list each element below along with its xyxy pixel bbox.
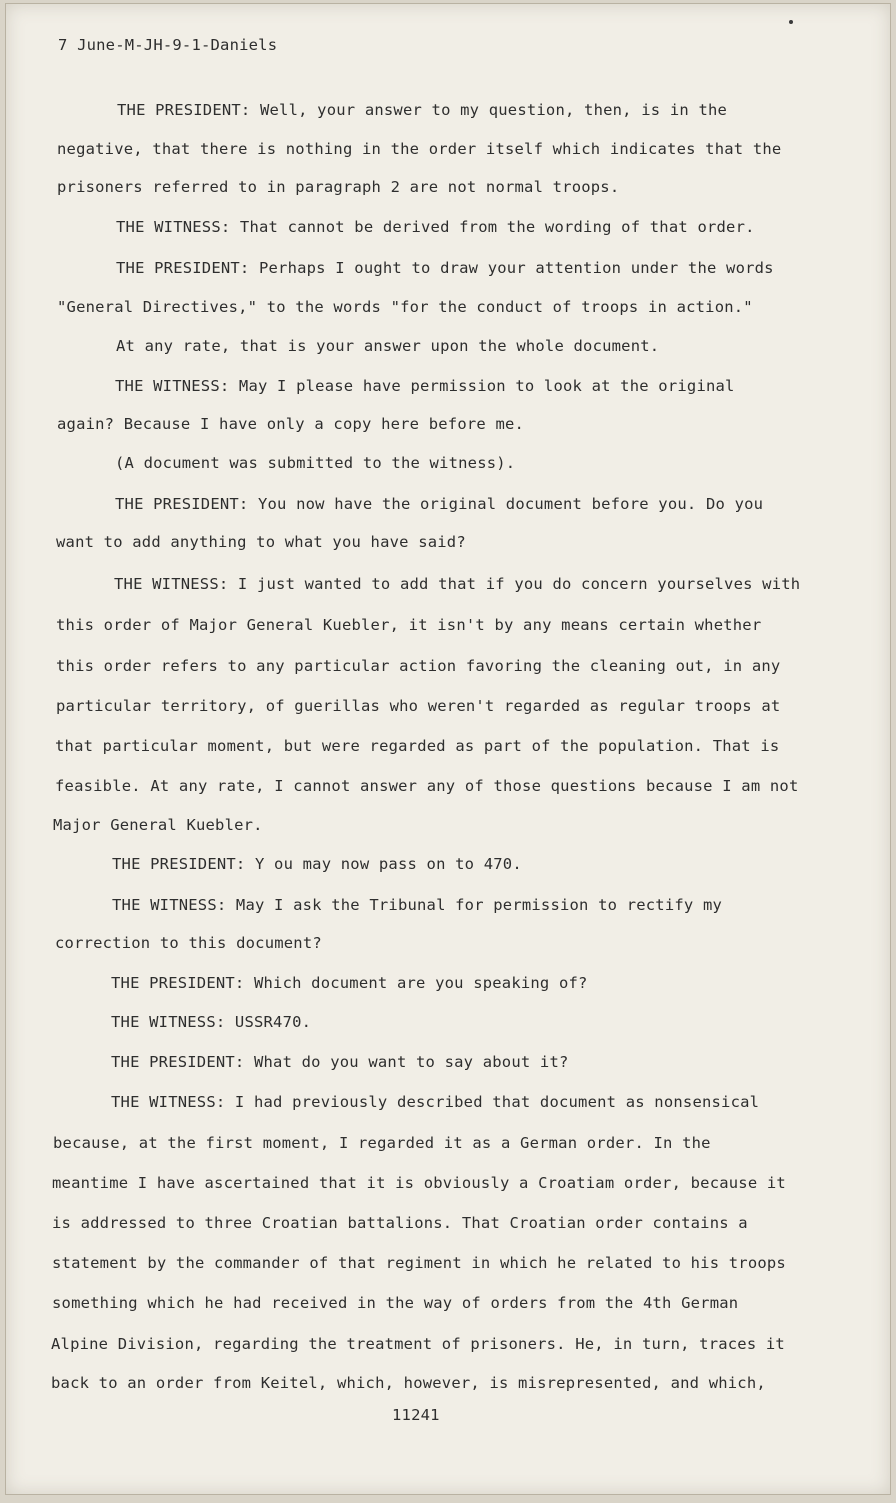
transcript-line: THE WITNESS: I just wanted to add that if you do concern yourselves with	[114, 575, 801, 593]
transcript-page	[5, 3, 891, 1495]
transcript-line: THE PRESIDENT: Y ou may now pass on to 470.	[112, 855, 522, 873]
transcript-line: prisoners referred to in paragraph 2 are not normal troops.	[57, 178, 620, 196]
transcript-line: feasible. At any rate, I cannot answer any of those questions because I am not	[55, 777, 799, 795]
transcript-line: want to add anything to what you have said?	[56, 533, 466, 551]
transcript-line: THE WITNESS: That cannot be derived from the wording of that order.	[116, 218, 755, 236]
transcript-line: negative, that there is nothing in the order itself which indicates that the	[57, 140, 782, 158]
page-number: 11241	[392, 1406, 440, 1424]
transcript-line: this order of Major General Kuebler, it isn't by any means certain whether	[56, 616, 762, 634]
page-header: 7 June-M-JH-9-1-Daniels	[58, 36, 278, 54]
transcript-line: Major General Kuebler.	[53, 816, 263, 834]
transcript-line: THE WITNESS: May I please have permission to look at the original	[115, 377, 735, 395]
transcript-line: back to an order from Keitel, which, however, is misrepresented, and which,	[51, 1374, 766, 1392]
transcript-line: something which he had received in the way of orders from the 4th German	[52, 1294, 739, 1312]
transcript-line: again? Because I have only a copy here before me.	[57, 415, 525, 433]
transcript-line: is addressed to three Croatian battalions. That Croatian order contains a	[52, 1214, 748, 1232]
transcript-line: THE PRESIDENT: Well, your answer to my question, then, is in the	[117, 101, 728, 119]
transcript-line: correction to this document?	[55, 934, 322, 952]
transcript-line: "General Directives," to the words "for the conduct of troops in action."	[57, 298, 753, 316]
transcript-line: THE PRESIDENT: You now have the original document before you. Do you	[115, 495, 764, 513]
transcript-line: Alpine Division, regarding the treatment of prisoners. He, in turn, traces it	[51, 1335, 785, 1353]
transcript-line: THE WITNESS: May I ask the Tribunal for permission to rectify my	[112, 896, 723, 914]
transcript-line: meantime I have ascertained that it is obviously a Croatiam order, because it	[52, 1174, 786, 1192]
transcript-line: THE PRESIDENT: Perhaps I ought to draw your attention under the words	[116, 259, 774, 277]
transcript-line: At any rate, that is your answer upon the whole document.	[116, 337, 660, 355]
transcript-line: particular territory, of guerillas who weren't regarded as regular troops at	[56, 697, 781, 715]
transcript-line: THE PRESIDENT: What do you want to say about it?	[111, 1053, 569, 1071]
transcript-line: statement by the commander of that regiment in which he related to his troops	[52, 1254, 786, 1272]
transcript-line: that particular moment, but were regarded as part of the population. That is	[55, 737, 780, 755]
transcript-line: because, at the first moment, I regarded it as a German order. In the	[53, 1134, 711, 1152]
transcript-line: THE PRESIDENT: Which document are you speaking of?	[111, 974, 588, 992]
ink-speck	[789, 20, 793, 24]
transcript-line: THE WITNESS: I had previously described that document as nonsensical	[111, 1093, 760, 1111]
transcript-line: (A document was submitted to the witness).	[115, 454, 516, 472]
transcript-line: THE WITNESS: USSR470.	[111, 1013, 312, 1031]
transcript-line: this order refers to any particular action favoring the cleaning out, in any	[56, 657, 781, 675]
